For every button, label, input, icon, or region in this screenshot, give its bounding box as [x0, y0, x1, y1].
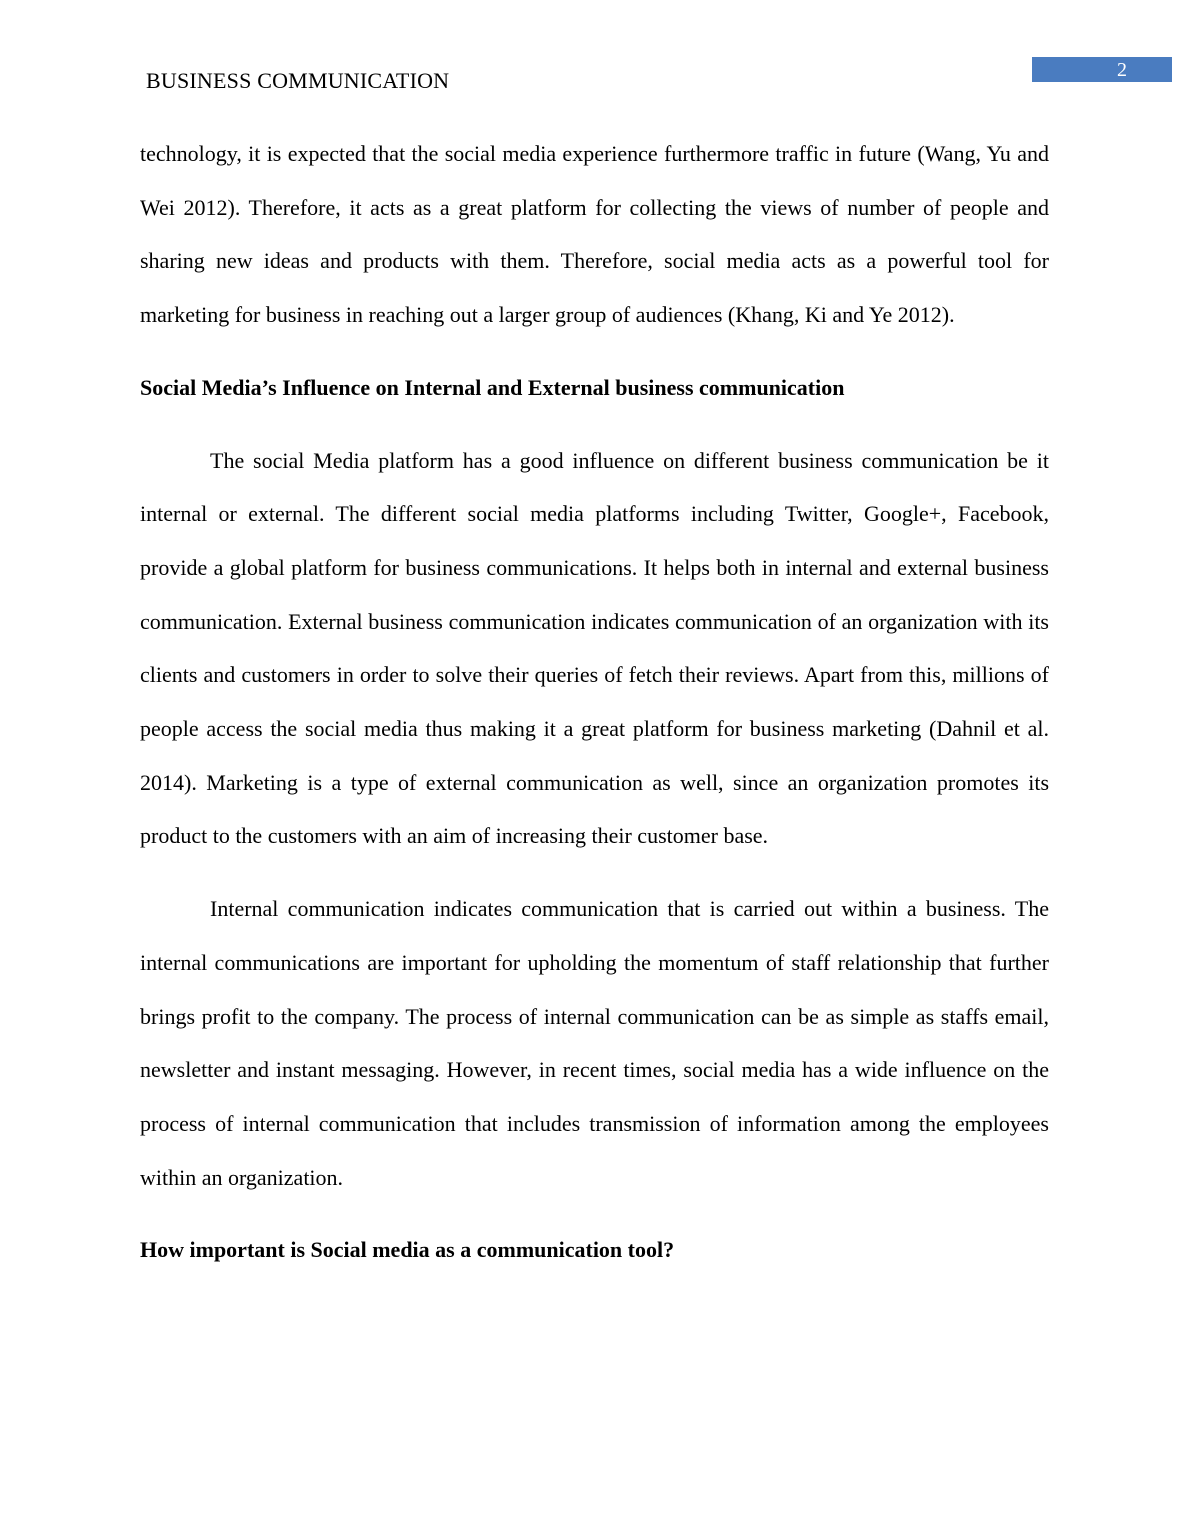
- body-paragraph: technology, it is expected that the social media experience furthermore traffic in future (Wang, Yu and Wei 2012). Therefore, it acts as a great platform for collecting the views of number of people and sharing new ideas and products with them. Therefore, social media acts as a powerful tool for marketing for business in reaching out a larger group of audiences (Khang, Ki and Ye 2012).: [140, 141, 1049, 328]
- section-heading: How important is Social media as a communication tool?: [140, 1237, 675, 1263]
- page-number-box: [1032, 57, 1172, 82]
- running-head: BUSINESS COMMUNICATION: [146, 68, 450, 93]
- page-number: 2: [1117, 59, 1127, 81]
- body-paragraph: The social Media platform has a good influence on different business communication be it internal or external. The different social media platforms including Twitter, Google+, Facebook, provide a global platform for business communications. It helps both in internal and external business communication. External business communication indicates communication of an organization with its clients and customers in order to solve their queries of fetch their reviews. Apart from this, millions of people access the social media thus making it a great platform for business marketing (Dahnil et al. 2014). Marketing is a type of external communication as well, since an organization promotes its product to the customers with an aim of increasing their customer base.: [140, 447, 1049, 849]
- section-heading: Social Media’s Influence on Internal and External business communication: [140, 374, 845, 400]
- document-body: [140, 127, 1049, 1277]
- body-paragraph: Internal communication indicates communication that is carried out within a business. The internal communications are important for upholding the momentum of staff relationship that further brings profit to the company. The process of internal communication can be as simple as staffs email, newsletter and instant messaging. However, in recent times, social media has a wide influence on the process of internal communication that includes transmission of information among the employees within an organization.: [140, 896, 1049, 1190]
